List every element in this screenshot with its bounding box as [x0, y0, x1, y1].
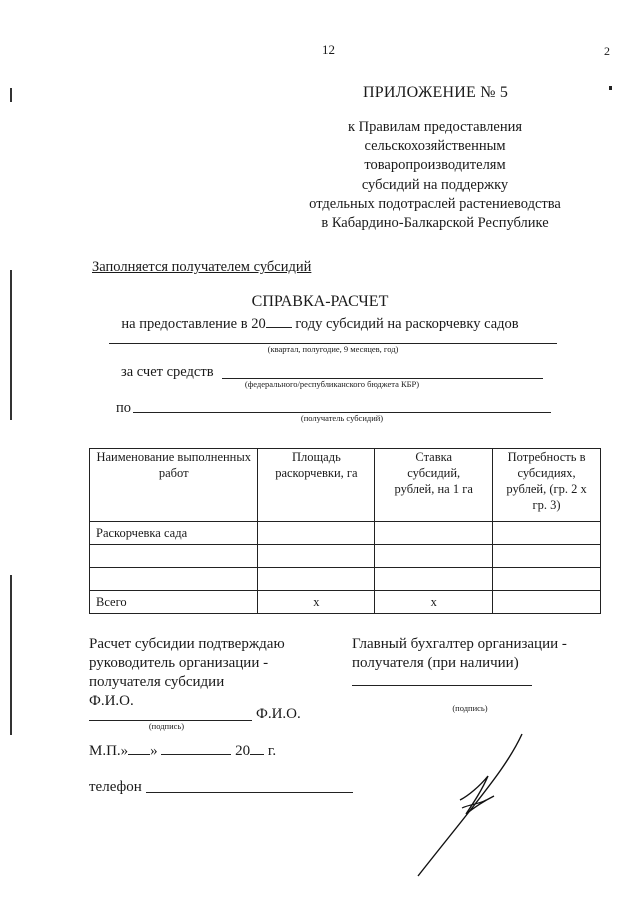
- calculation-table: [89, 448, 601, 614]
- mp-year: 20: [235, 743, 251, 759]
- left-signature-line: получателя субсидии: [89, 674, 225, 690]
- appendix-title: ПРИЛОЖЕНИЕ № 5: [363, 84, 509, 101]
- header-text: Потребность в субсидиях, рублей, (гр. 2 х гр. 3): [506, 450, 587, 512]
- scan-artifact: [10, 88, 12, 102]
- appendix-subtitle-line: в Кабардино-Балкарской Республике: [321, 215, 549, 232]
- left-signature-line: руководитель организации -: [89, 655, 269, 671]
- phone-label: телефон: [89, 779, 142, 795]
- left-signature-block: [89, 635, 285, 711]
- table-cell[interactable]: [375, 568, 493, 591]
- table-cell: Всего: [90, 591, 258, 614]
- right-signature-line: Главный бухгалтер организации -: [352, 636, 567, 652]
- funds-label: за счет средств: [121, 364, 214, 380]
- table-cell: х: [375, 591, 493, 614]
- table-cell[interactable]: [493, 522, 601, 545]
- recipient-caption: (получатель субсидий): [300, 413, 384, 423]
- header-text: Ставка субсидий, рублей, на 1 га: [394, 450, 473, 496]
- filler-note: Заполняется получателем субсидий: [92, 259, 312, 275]
- form-subtitle: [0, 313, 640, 333]
- table-header: [90, 449, 258, 522]
- left-signature-line: Ф.И.О.: [89, 693, 134, 709]
- appendix-subtitle: [270, 118, 600, 233]
- mp-middle: »: [150, 743, 158, 759]
- handwritten-signature: [410, 730, 550, 880]
- corner-dot: [609, 86, 612, 90]
- table-header: [258, 449, 375, 522]
- table-row: [90, 522, 601, 545]
- appendix-subtitle-line: отдельных подотраслей растениеводства: [309, 195, 561, 212]
- page-number: 12: [322, 42, 335, 57]
- mp-suffix: г.: [267, 743, 277, 759]
- corner-mark: 2: [604, 44, 610, 58]
- table-header-row: [90, 449, 601, 522]
- year-suffix-blank[interactable]: [250, 740, 264, 755]
- appendix-subtitle-line: к Правилам предоставления: [347, 119, 523, 135]
- appendix-subtitle-line: товаропроизводителям: [364, 157, 506, 174]
- header-text: Площадь раскорчевки, га: [275, 450, 358, 480]
- phone-line[interactable]: [146, 792, 353, 793]
- appendix-subtitle-line: субсидий на поддержку: [361, 176, 509, 193]
- form-subtitle-prefix: на предоставление в 20: [121, 316, 266, 332]
- right-sign-caption: (подпись): [452, 703, 488, 713]
- right-signature-line: получателя (при наличии): [352, 655, 519, 671]
- mp-prefix: М.П.»: [89, 743, 129, 759]
- appendix-subtitle-line: сельскохозяйственным: [364, 138, 506, 155]
- form-subtitle-suffix: году субсидий на раскорчевку садов: [295, 316, 519, 332]
- recipient-label: по: [116, 400, 132, 416]
- scan-artifact: [10, 575, 12, 735]
- table-cell[interactable]: [258, 568, 375, 591]
- table-cell[interactable]: [375, 522, 493, 545]
- left-fio: Ф.И.О.: [256, 706, 301, 722]
- table-row: [90, 545, 601, 568]
- table-cell: Раскорчевка сада: [90, 522, 258, 545]
- table-cell[interactable]: [493, 545, 601, 568]
- mp-date-line: [89, 740, 276, 761]
- table-cell[interactable]: [258, 522, 375, 545]
- day-blank[interactable]: [128, 740, 150, 755]
- table-cell[interactable]: [90, 568, 258, 591]
- table-header: [493, 449, 601, 522]
- funds-caption: (федерального/республиканского бюджета КБР): [244, 379, 420, 389]
- month-blank[interactable]: [161, 740, 231, 755]
- period-caption: (квартал, полугодие, 9 месяцев, год): [267, 344, 399, 354]
- table-row: [90, 591, 601, 614]
- table-cell[interactable]: [258, 545, 375, 568]
- table-cell[interactable]: [375, 545, 493, 568]
- year-blank[interactable]: [266, 313, 292, 328]
- table-cell: х: [258, 591, 375, 614]
- table-row: [90, 568, 601, 591]
- right-signature-line-blank[interactable]: [352, 685, 532, 686]
- table-cell[interactable]: [493, 591, 601, 614]
- table-cell[interactable]: [90, 545, 258, 568]
- table-header: [375, 449, 493, 522]
- table-cell[interactable]: [493, 568, 601, 591]
- left-sign-caption: (подпись): [148, 721, 185, 731]
- form-title: СПРАВКА-РАСЧЕТ: [251, 293, 389, 310]
- right-signature-block: [352, 635, 567, 673]
- header-text: Наименование выполненных работ: [96, 450, 252, 480]
- left-signature-line: Расчет субсидии подтверждаю: [89, 636, 285, 652]
